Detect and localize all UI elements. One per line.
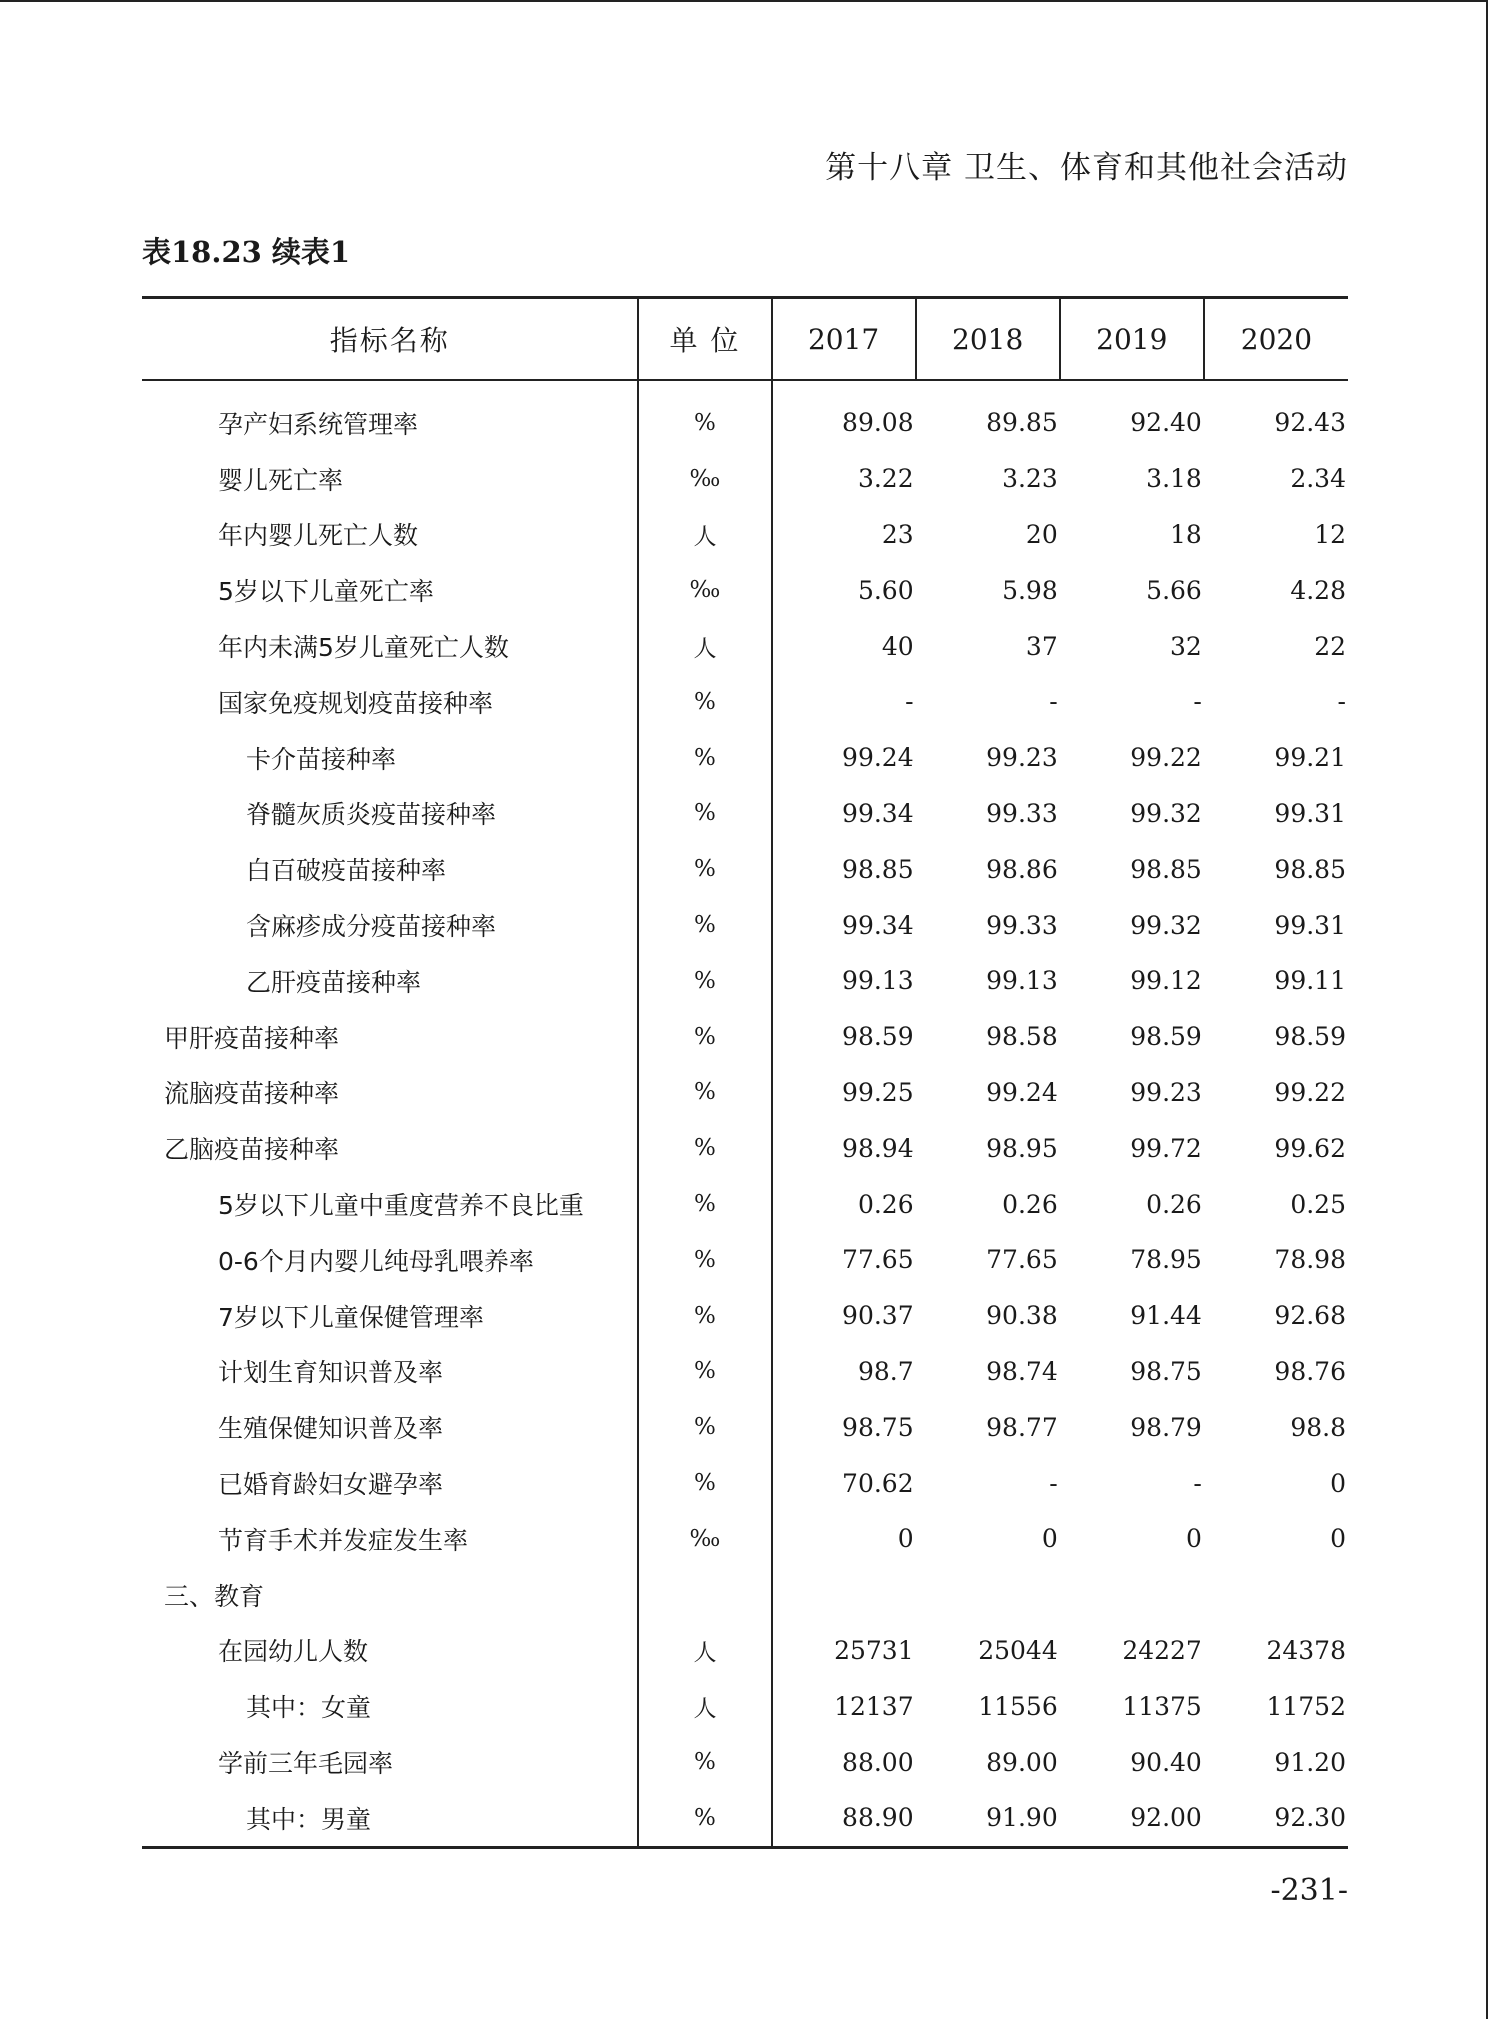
row-unit: %: [638, 841, 771, 897]
row-indicator-name: 其中：女童: [142, 1678, 638, 1734]
row-unit: %: [638, 786, 771, 842]
row-unit: %: [638, 1734, 771, 1790]
row-value-2020: 99.31: [1274, 798, 1346, 828]
page-number: -231-: [1270, 1873, 1348, 1908]
row-value-2020: -: [1337, 687, 1346, 717]
row-value-2019: 99.12: [1130, 966, 1202, 996]
table-row: [142, 1176, 1348, 1232]
table-row: [142, 897, 1348, 953]
row-value-2017: 98.75: [842, 1412, 914, 1442]
row-value-2017: 98.94: [842, 1133, 914, 1163]
row-value-2019: 98.85: [1130, 854, 1202, 884]
row-value-2020: 98.8: [1290, 1412, 1346, 1442]
row-value-2020: 98.76: [1274, 1356, 1346, 1386]
table-row: [142, 1455, 1348, 1511]
row-indicator-name: 0-6个月内婴儿纯母乳喂养率: [142, 1232, 638, 1288]
row-value-2018: 5.98: [1002, 575, 1058, 605]
table-row: [142, 1567, 1348, 1623]
row-value-2019: 24227: [1122, 1635, 1202, 1665]
row-value-2017: 88.00: [842, 1747, 914, 1777]
row-value-2020: 91.20: [1274, 1747, 1346, 1777]
table-row: [142, 1678, 1348, 1734]
row-unit: %: [638, 1344, 771, 1400]
row-value-2018: 98.95: [986, 1133, 1058, 1163]
row-value-2017: 99.34: [842, 798, 914, 828]
chapter-header: 第十八章 卫生、体育和其他社会活动: [825, 150, 1348, 186]
table-row: [142, 380, 1348, 451]
table-row: [142, 1288, 1348, 1344]
row-value-2018: 77.65: [986, 1245, 1058, 1275]
row-value-2018: 11556: [978, 1691, 1058, 1721]
row-indicator-name: 卡介苗接种率: [142, 730, 638, 786]
table-row: [142, 562, 1348, 618]
row-value-2020: 99.62: [1274, 1133, 1346, 1163]
row-value-2019: 92.40: [1130, 408, 1202, 438]
row-value-2017: 0.26: [857, 1189, 914, 1219]
row-value-2017: 89.08: [842, 408, 914, 438]
table-row: [142, 1399, 1348, 1455]
row-unit: %: [638, 897, 771, 953]
table-row: [142, 1065, 1348, 1121]
row-unit: %: [638, 1176, 771, 1232]
table-row: [142, 1623, 1348, 1679]
row-value-2018: 98.86: [986, 854, 1058, 884]
table-title: 表18.23 续表1: [142, 235, 351, 269]
row-value-2019: 18: [1170, 519, 1202, 549]
statistics-table-container: [142, 296, 1348, 1849]
row-value-2017: 77.65: [842, 1245, 914, 1275]
row-indicator-name: 生殖保健知识普及率: [142, 1399, 638, 1455]
row-indicator-name: 含麻疹成分疫苗接种率: [142, 897, 638, 953]
row-unit: %: [638, 1232, 771, 1288]
row-indicator-name: 乙脑疫苗接种率: [142, 1120, 638, 1176]
row-value-2020: 0.25: [1290, 1189, 1346, 1219]
row-value-2018: 91.90: [916, 1790, 1060, 1847]
row-value-2020: 98.85: [1274, 854, 1346, 884]
row-value-2020: 24378: [1266, 1635, 1346, 1665]
row-value-2019: 98.79: [1130, 1412, 1202, 1442]
row-value-2017: 98.59: [842, 1022, 914, 1052]
table-row: [142, 841, 1348, 897]
row-value-2020: 92.68: [1274, 1301, 1346, 1331]
row-value-2017: 99.24: [842, 743, 914, 773]
row-value-2018: 89.00: [986, 1747, 1058, 1777]
row-unit: %: [638, 380, 771, 451]
row-value-2020: 92.43: [1274, 408, 1346, 438]
row-value-2018: 89.85: [986, 408, 1058, 438]
table-row: [142, 953, 1348, 1009]
column-header-name: 指标名称: [142, 298, 638, 381]
row-indicator-name: 国家免疫规划疫苗接种率: [142, 674, 638, 730]
row-indicator-name: 年内婴儿死亡人数: [142, 507, 638, 563]
row-value-2018: 98.74: [986, 1356, 1058, 1386]
row-value-2018: 3.23: [1002, 464, 1058, 494]
table-row: [142, 1734, 1348, 1790]
row-value-2019: 98.59: [1130, 1022, 1202, 1052]
row-value-2018: 20: [1025, 519, 1058, 549]
row-value-2017: 88.90: [772, 1790, 916, 1847]
row-value-2017: 99.13: [842, 966, 914, 996]
row-indicator-name: 7岁以下儿童保健管理率: [142, 1288, 638, 1344]
table-body: [142, 380, 1348, 1847]
row-value-2019: 99.32: [1130, 910, 1202, 940]
row-unit: %: [638, 1399, 771, 1455]
row-value-2017: 99.34: [842, 910, 914, 940]
row-unit: 人: [638, 507, 771, 563]
row-unit: %: [638, 1455, 771, 1511]
row-value-2020: 92.30: [1204, 1790, 1348, 1847]
row-value-2019: 0.26: [1146, 1189, 1202, 1219]
row-indicator-name: 学前三年毛园率: [142, 1734, 638, 1790]
row-value-2017: 98.85: [842, 854, 914, 884]
row-indicator-name: 脊髓灰质炎疫苗接种率: [142, 786, 638, 842]
row-value-2018: [916, 1567, 1060, 1623]
row-indicator-name: 孕产妇系统管理率: [142, 380, 638, 451]
row-indicator-name: 节育手术并发症发生率: [142, 1511, 638, 1567]
row-unit: %: [638, 730, 771, 786]
row-unit: ‰: [638, 1511, 771, 1567]
row-unit: 人: [638, 1678, 771, 1734]
row-value-2018: 0.26: [1002, 1189, 1058, 1219]
row-indicator-name: 流脑疫苗接种率: [142, 1065, 638, 1121]
row-value-2019: 0: [1185, 1524, 1202, 1554]
row-value-2017: 12137: [834, 1691, 914, 1721]
row-value-2017: 40: [881, 631, 914, 661]
row-value-2017: 3.22: [857, 464, 914, 494]
row-indicator-name: 5岁以下儿童中重度营养不良比重: [142, 1176, 638, 1232]
table-row: [142, 786, 1348, 842]
table-row: [142, 507, 1348, 563]
row-value-2017: -: [905, 687, 914, 717]
row-value-2018: 37: [1025, 631, 1058, 661]
row-unit: %: [638, 1009, 771, 1065]
row-value-2020: 22: [1314, 631, 1346, 661]
row-value-2019: 99.32: [1130, 798, 1202, 828]
row-value-2017: 70.62: [842, 1468, 914, 1498]
row-value-2019: 5.66: [1146, 575, 1202, 605]
row-value-2019: 3.18: [1146, 464, 1202, 494]
row-value-2018: -: [1049, 687, 1058, 717]
row-value-2018: 0: [1041, 1524, 1058, 1554]
row-indicator-name: 5岁以下儿童死亡率: [142, 562, 638, 618]
row-unit: %: [638, 1120, 771, 1176]
row-value-2020: 12: [1314, 519, 1346, 549]
table-row: [142, 674, 1348, 730]
row-value-2020: 99.21: [1274, 743, 1346, 773]
row-value-2020: 99.11: [1274, 966, 1346, 996]
row-value-2018: 25044: [978, 1635, 1058, 1665]
top-border-line: [0, 0, 1488, 2]
row-value-2020: 99.22: [1274, 1077, 1346, 1107]
row-value-2017: 5.60: [857, 575, 914, 605]
row-value-2018: 98.58: [986, 1022, 1058, 1052]
row-indicator-name: 已婚育龄妇女避孕率: [142, 1455, 638, 1511]
row-unit: %: [638, 674, 771, 730]
table-row: [142, 1009, 1348, 1065]
row-value-2018: 99.23: [986, 743, 1058, 773]
row-value-2020: 78.98: [1274, 1245, 1346, 1275]
row-value-2019: 91.44: [1130, 1301, 1202, 1331]
row-indicator-name: 其中：男童: [142, 1790, 638, 1847]
row-value-2019: -: [1193, 1468, 1202, 1498]
row-value-2017: 98.7: [857, 1356, 914, 1386]
row-unit: %: [638, 1065, 771, 1121]
table-row: [142, 451, 1348, 507]
row-unit: ‰: [638, 562, 771, 618]
row-unit: %: [638, 1790, 771, 1847]
row-value-2018: 99.33: [986, 910, 1058, 940]
table-header-row: [142, 298, 1348, 381]
row-indicator-name: 三、教育: [142, 1567, 638, 1623]
column-header-year: 2020: [1204, 298, 1348, 381]
row-value-2020: 99.31: [1274, 910, 1346, 940]
row-unit: 人: [638, 618, 771, 674]
row-value-2020: 98.59: [1274, 1022, 1346, 1052]
row-value-2018: 99.24: [986, 1077, 1058, 1107]
row-value-2017: 0: [897, 1524, 914, 1554]
table-row: [142, 618, 1348, 674]
row-indicator-name: 计划生育知识普及率: [142, 1344, 638, 1400]
table-row: [142, 730, 1348, 786]
row-indicator-name: 甲肝疫苗接种率: [142, 1009, 638, 1065]
row-value-2018: 98.77: [986, 1412, 1058, 1442]
row-indicator-name: 在园幼儿人数: [142, 1623, 638, 1679]
row-unit: [638, 1567, 771, 1623]
row-value-2020: 2.34: [1290, 464, 1346, 494]
row-value-2020: [1204, 1567, 1348, 1623]
row-indicator-name: 白百破疫苗接种率: [142, 841, 638, 897]
row-value-2019: -: [1193, 687, 1202, 717]
row-value-2019: 78.95: [1130, 1245, 1202, 1275]
row-unit: %: [638, 1288, 771, 1344]
row-value-2019: 32: [1170, 631, 1202, 661]
row-value-2019: 92.00: [1060, 1790, 1204, 1847]
column-header-year: 2018: [916, 298, 1060, 381]
table-row: [142, 1232, 1348, 1288]
row-value-2019: 99.23: [1130, 1077, 1202, 1107]
row-value-2018: 99.33: [986, 798, 1058, 828]
row-value-2019: 98.75: [1130, 1356, 1202, 1386]
row-unit: ‰: [638, 451, 771, 507]
statistics-table: [142, 296, 1348, 1849]
table-row: [142, 1790, 1348, 1847]
row-value-2020: 4.28: [1290, 575, 1346, 605]
row-value-2017: 90.37: [842, 1301, 914, 1331]
column-header-year: 2019: [1060, 298, 1204, 381]
row-value-2017: 23: [881, 519, 914, 549]
row-value-2018: 90.38: [986, 1301, 1058, 1331]
row-value-2019: 99.72: [1130, 1133, 1202, 1163]
row-indicator-name: 年内未满5岁儿童死亡人数: [142, 618, 638, 674]
row-unit: %: [638, 953, 771, 1009]
column-header-unit: 单 位: [638, 298, 771, 381]
row-value-2018: 99.13: [986, 966, 1058, 996]
row-unit: 人: [638, 1623, 771, 1679]
row-value-2019: 99.22: [1130, 743, 1202, 773]
row-value-2018: -: [1049, 1468, 1058, 1498]
row-value-2017: 25731: [834, 1635, 914, 1665]
row-value-2020: 0: [1330, 1468, 1346, 1498]
table-row: [142, 1511, 1348, 1567]
column-header-year: 2017: [772, 298, 916, 381]
row-value-2020: 11752: [1266, 1691, 1346, 1721]
table-row: [142, 1344, 1348, 1400]
row-value-2019: 90.40: [1130, 1747, 1202, 1777]
row-value-2017: [772, 1567, 916, 1623]
row-indicator-name: 婴儿死亡率: [142, 451, 638, 507]
row-value-2019: 11375: [1122, 1691, 1202, 1721]
row-value-2020: 0: [1330, 1524, 1346, 1554]
row-value-2019: [1060, 1567, 1204, 1623]
row-indicator-name: 乙肝疫苗接种率: [142, 953, 638, 1009]
row-value-2017: 99.25: [842, 1077, 914, 1107]
table-row: [142, 1120, 1348, 1176]
